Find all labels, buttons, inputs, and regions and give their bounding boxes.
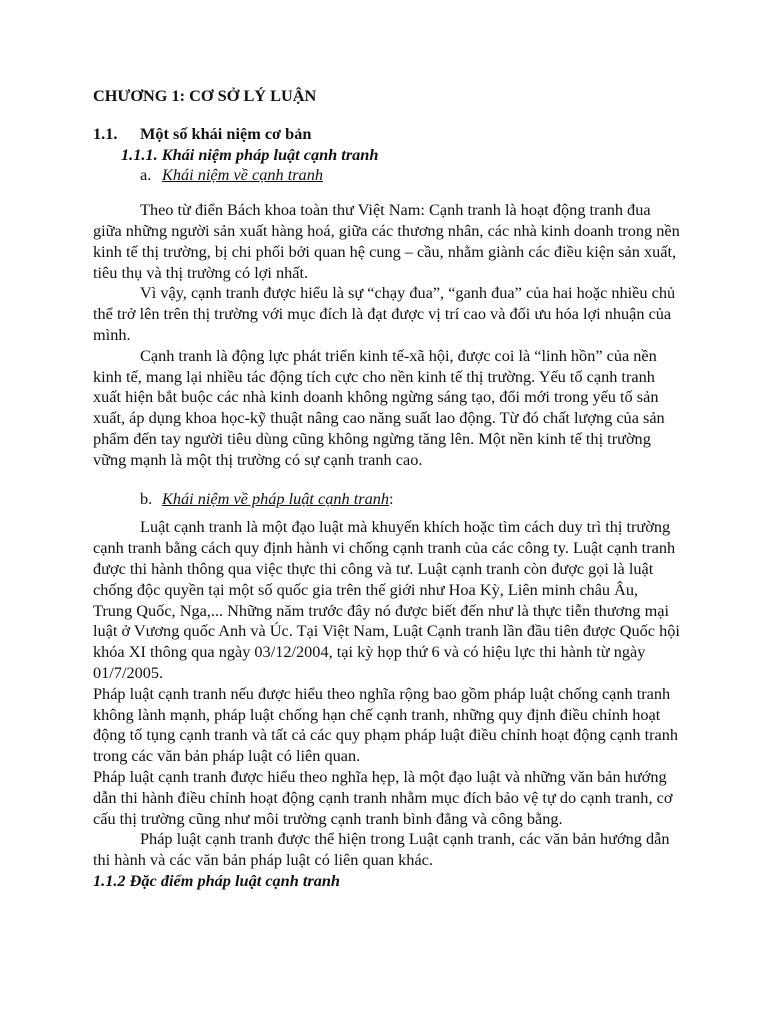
subsection-heading-2: 1.1.2 Đặc điểm pháp luật cạnh tranh [93,870,340,890]
item-b-letter: b. [140,488,153,508]
paragraph: Pháp luật cạnh tranh nếu được hiểu theo nghĩa rộng bao gồm pháp luật chống cạnh tranh không lành mạnh, pháp luật chống hạn chế cạnh tranh, những quy định điều chỉnh hoạt động tố tụng cạnh tranh và tất cả các quy phạm pháp luật điều chỉnh hoạt động cạnh tranh trong các văn bản pháp luật có liên quan. [93,683,679,766]
paragraph: Luật cạnh tranh là một đạo luật mà khuyến khích hoặc tìm cách duy trì thị trường cạnh tranh bằng cách quy định hành vi chống cạnh tranh của các công ty. Luật cạnh tranh được thi hành thông qua việc thực thi công và tư. Luật cạnh tranh còn được gọi là luật chống độc quyền tại một số quốc gia trên thế giới như Hoa Kỳ, Liên minh châu Âu, Trung Quốc, Nga,... Những năm trước đây nó được biết đến như là thực tiễn thương mại luật ở Vương quốc Anh và Úc. Tại Việt Nam, Luật Cạnh tranh lần đầu tiên được Quốc hội khóa XI thông qua ngày 03/12/2004, tại kỳ họp thứ 6 và có hiệu lực thi hành từ ngày 01/7/2005. [93,517,680,682]
paragraph: Pháp luật cạnh tranh được thể hiện trong Luật cạnh tranh, các văn bản hướng dẫn thi hành và các văn bản pháp luật có liên quan khác. [93,829,670,870]
item-a-heading [140,165,681,186]
item-a-letter: a. [140,165,152,185]
item-b-title: Khái niệm về pháp luật cạnh tranh [162,488,390,508]
document-page [93,86,681,892]
section-title: Một số khái niệm cơ bản [140,123,312,143]
item-a-title: Khái niệm về cạnh tranh [162,165,323,185]
paragraph: Cạnh tranh là động lực phát triển kinh tế-xã hội, được coi là “linh hồn” của nền kinh tế, mang lại nhiều tác động tích cực cho nền kinh tế thị trường. Yếu tố cạnh tranh xuất hiện bắt buộc các nhà kinh doanh không ngừng sáng tạo, đổi mới trong yếu tố sản xuất, áp dụng khoa học-kỹ thuật nâng cao năng suất lao động. Từ đó chất lượng của sản phẩm đến tay người tiêu dùng cũng không ngừng tăng lên. Một nền kinh tế thị trường vững mạnh là một thị trường có sự cạnh tranh cao. [93,345,665,469]
section-heading [93,124,681,145]
section-number: 1.1. [93,123,118,143]
chapter-heading: CHƯƠNG 1: CƠ SỞ LÝ LUẬN [93,86,317,105]
paragraph: Vì vậy, cạnh tranh được hiểu là sự “chạy đua”, “ganh đua” của hai hoặc nhiều chủ thể trở lên trên thị trường với mục đích là đạt được vị trí cao và đối ưu hóa lợi nhuận của mình. [93,283,676,344]
subsection-heading: 1.1.1. Khái niệm pháp luật cạnh tranh [121,144,379,164]
item-b-suffix: : [389,488,394,508]
item-b-heading [140,489,681,510]
paragraph: Pháp luật cạnh tranh được hiểu theo nghĩa hẹp, là một đạo luật và những văn bản hướng dẫn thi hành điều chỉnh hoạt động cạnh tranh nhằm mục đích bảo vệ tự do cạnh tranh, cơ cấu thị trường cũng như môi trường cạnh tranh bình đẳng và công bằng. [93,766,673,828]
paragraph: Theo từ điển Bách khoa toàn thư Việt Nam: Cạnh tranh là hoạt động tranh đua giữa những người sản xuất hàng hoá, giữa các thương nhân, các nhà kinh doanh trong nền kinh tế thị trường, bị chi phối bởi quan hệ cung – cầu, nhằm giành các điều kiện sản xuất, tiêu thụ và thị trường có lợi nhất. [93,200,680,282]
